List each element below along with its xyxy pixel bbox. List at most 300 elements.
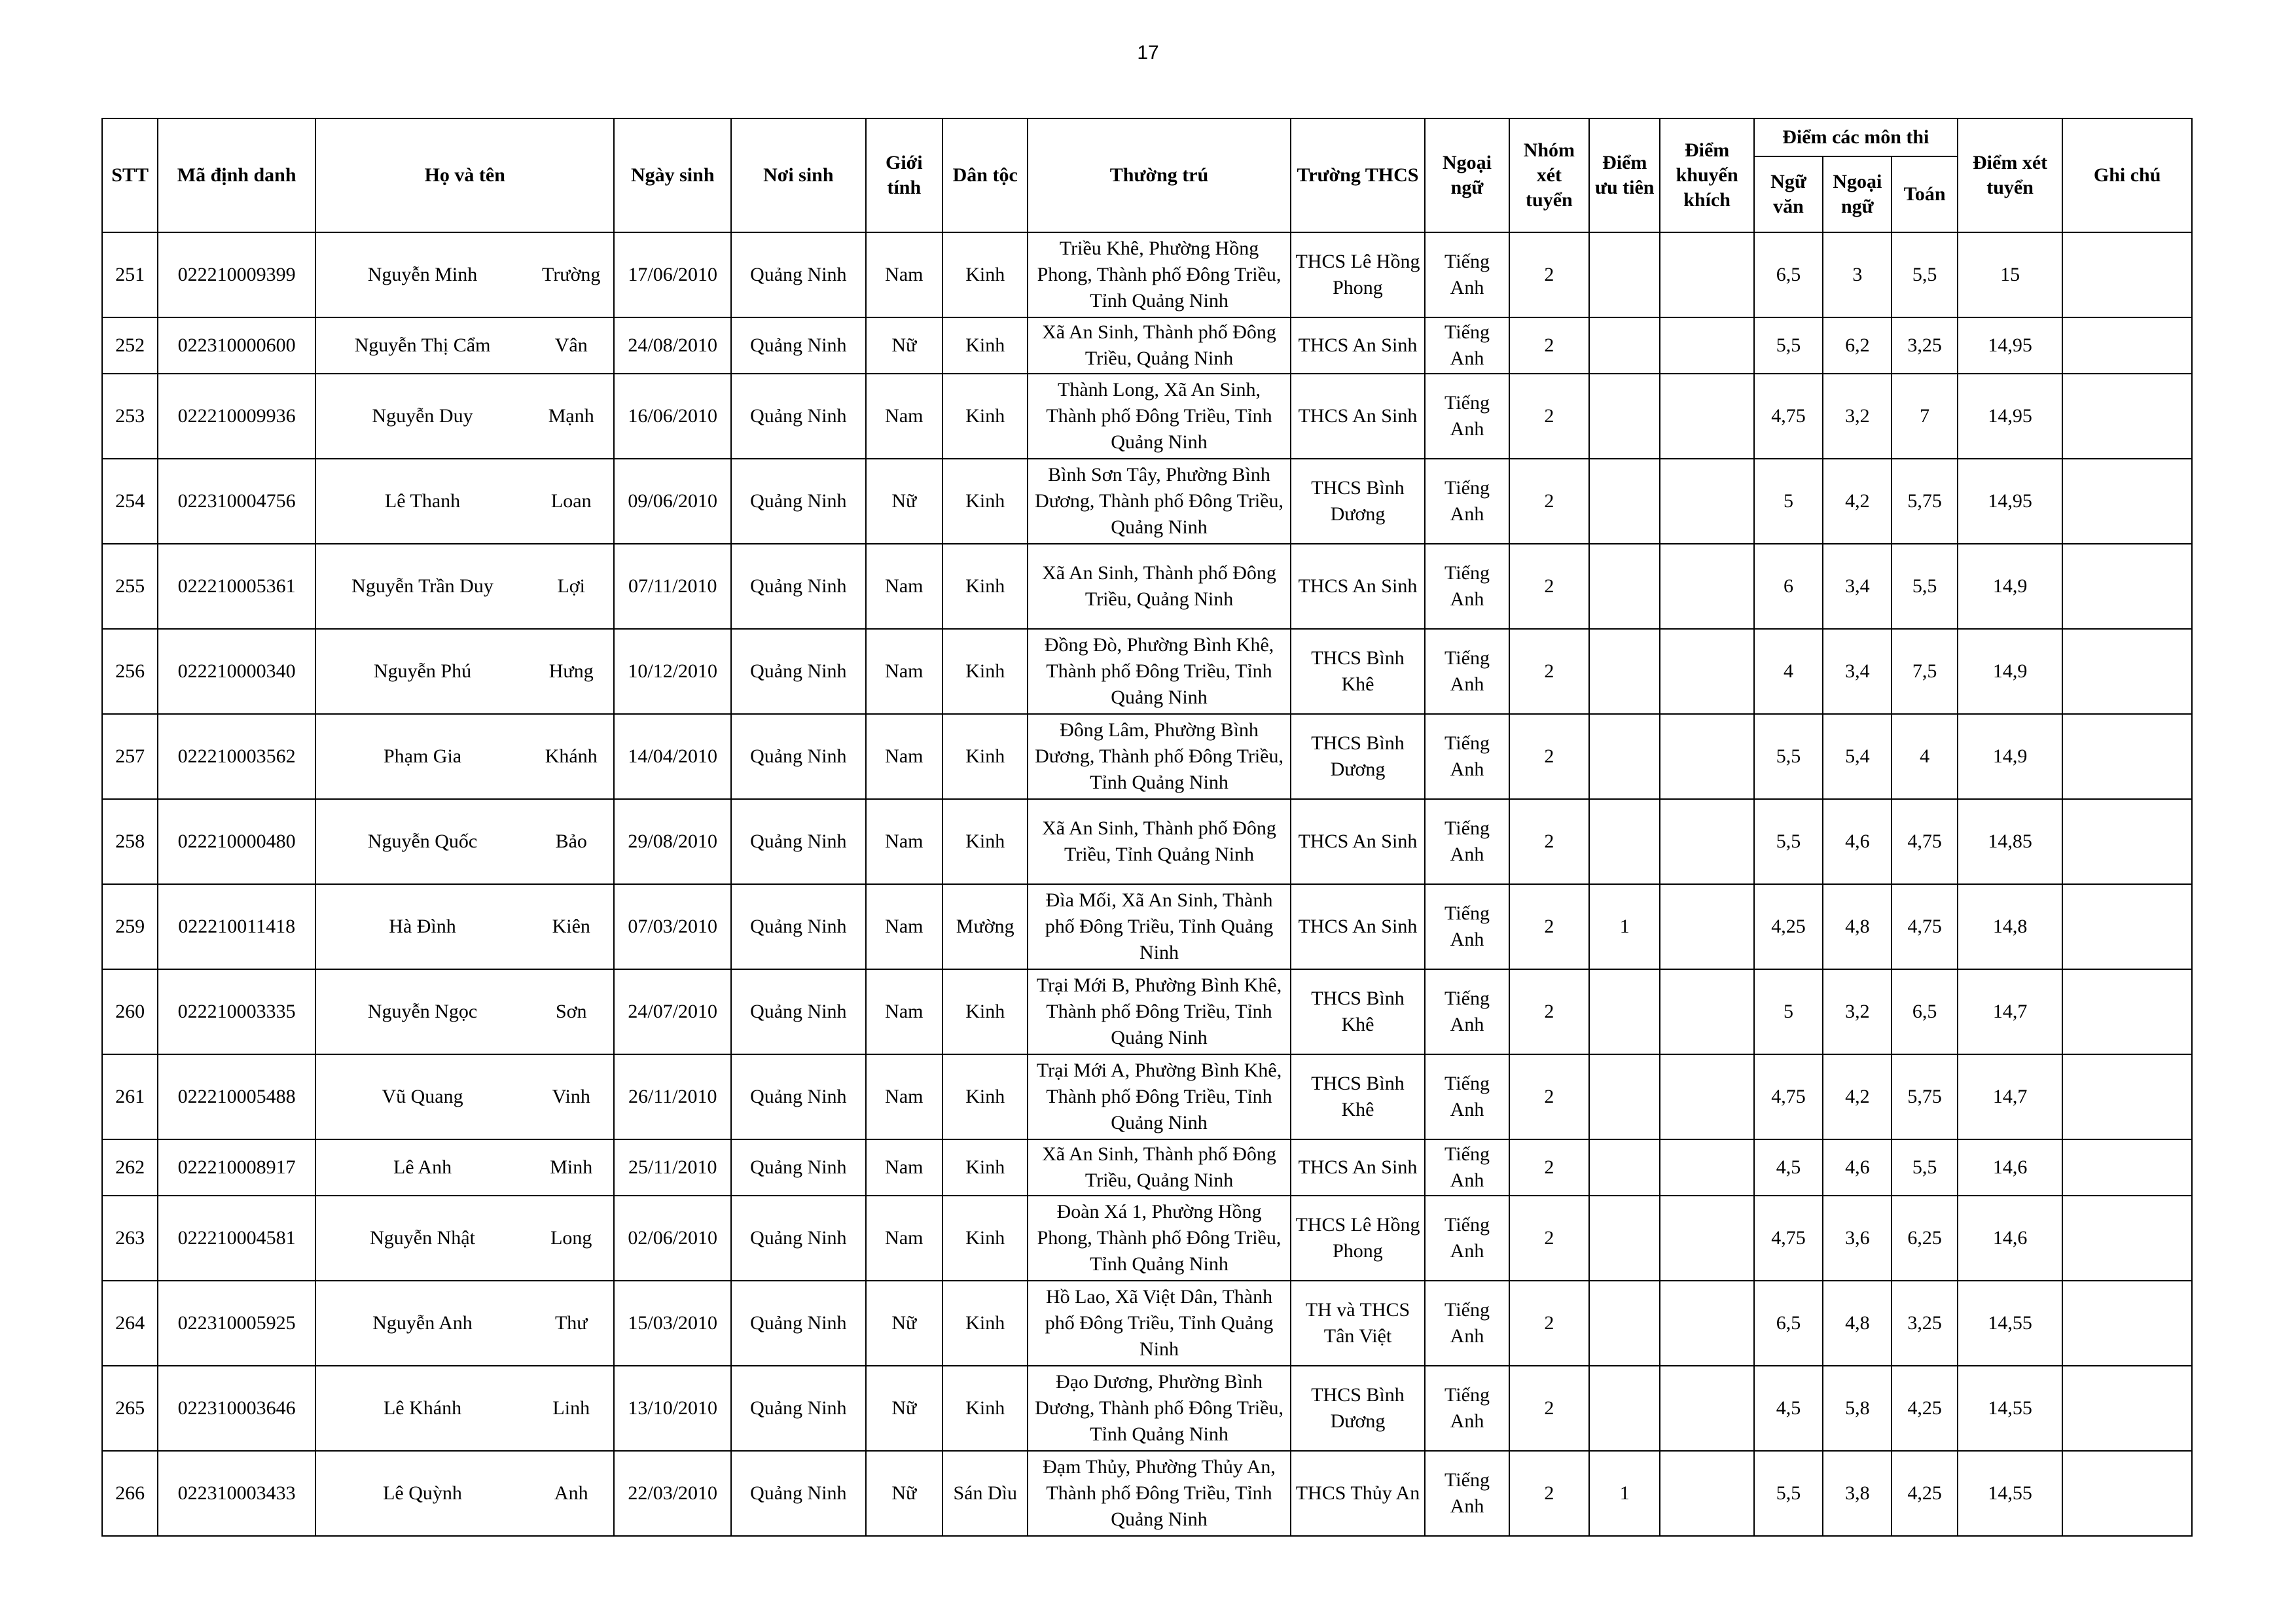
header-nhom-xet-tuyen: Nhóm xét tuyển [1509, 118, 1589, 232]
cell-ngu-van: 4,5 [1754, 1366, 1823, 1451]
header-thuong-tru: Thường trú [1028, 118, 1290, 232]
cell-ngoai-ngu-diem: 4,8 [1823, 1281, 1892, 1366]
cell-ten: Long [529, 1196, 614, 1281]
cell-gioi-tinh: Nam [866, 232, 942, 317]
cell-thuong-tru: Bình Sơn Tây, Phường Bình Dương, Thành phố Đông Triều, Quảng Ninh [1028, 459, 1290, 544]
cell-nhom-xet-tuyen: 2 [1509, 1196, 1589, 1281]
cell-diem-uu-tien: 1 [1589, 884, 1660, 969]
cell-dan-toc: Sán Dìu [942, 1451, 1028, 1536]
cell-ngu-van: 4,75 [1754, 374, 1823, 459]
cell-ngu-van: 4,5 [1754, 1139, 1823, 1196]
cell-dan-toc: Kinh [942, 1054, 1028, 1139]
cell-ho: Hà Đình [315, 884, 529, 969]
cell-dan-toc: Kinh [942, 1196, 1028, 1281]
cell-ngu-van: 5 [1754, 459, 1823, 544]
cell-diem-xet-tuyen: 14,7 [1958, 969, 2063, 1054]
cell-ngoai-ngu: Tiếng Anh [1425, 1451, 1509, 1536]
cell-ngu-van: 5,5 [1754, 799, 1823, 884]
cell-ngu-van: 6,5 [1754, 1281, 1823, 1366]
header-ngoai-ngu: Ngoại ngữ [1425, 118, 1509, 232]
page-number: 17 [1137, 42, 1159, 63]
cell-diem-uu-tien [1589, 1139, 1660, 1196]
cell-ghi-chu [2062, 884, 2192, 969]
cell-ngoai-ngu: Tiếng Anh [1425, 1139, 1509, 1196]
cell-ngoai-ngu: Tiếng Anh [1425, 1196, 1509, 1281]
cell-noi-sinh: Quảng Ninh [731, 374, 866, 459]
cell-diem-khuyen-khich [1660, 1054, 1753, 1139]
table-row [102, 1139, 2192, 1196]
cell-gioi-tinh: Nam [866, 1054, 942, 1139]
cell-thuong-tru: Xã An Sinh, Thành phố Đông Triều, Tỉnh Quảng Ninh [1028, 799, 1290, 884]
cell-ngoai-ngu-diem: 3,8 [1823, 1451, 1892, 1536]
cell-ma-dinh-danh: 022210003335 [158, 969, 315, 1054]
cell-toan: 4,25 [1892, 1451, 1957, 1536]
cell-ten: Linh [529, 1366, 614, 1451]
cell-diem-khuyen-khich [1660, 799, 1753, 884]
cell-noi-sinh: Quảng Ninh [731, 1366, 866, 1451]
cell-ma-dinh-danh: 022310000600 [158, 317, 315, 374]
cell-diem-xet-tuyen: 14,6 [1958, 1139, 2063, 1196]
cell-nhom-xet-tuyen: 2 [1509, 232, 1589, 317]
cell-truong-thcs: THCS An Sinh [1291, 1139, 1426, 1196]
cell-diem-xet-tuyen: 14,85 [1958, 799, 2063, 884]
cell-noi-sinh: Quảng Ninh [731, 1451, 866, 1536]
cell-thuong-tru: Trại Mới A, Phường Bình Khê, Thành phố Đông Triều, Tỉnh Quảng Ninh [1028, 1054, 1290, 1139]
results-table [101, 118, 2193, 1537]
cell-ghi-chu [2062, 1054, 2192, 1139]
table-row [102, 799, 2192, 884]
cell-thuong-tru: Đông Lâm, Phường Bình Dương, Thành phố Đông Triều, Tỉnh Quảng Ninh [1028, 714, 1290, 799]
cell-nhom-xet-tuyen: 2 [1509, 714, 1589, 799]
cell-ngay-sinh: 07/03/2010 [614, 884, 731, 969]
cell-toan: 7,5 [1892, 629, 1957, 714]
cell-ho: Lê Khánh [315, 1366, 529, 1451]
cell-ghi-chu [2062, 629, 2192, 714]
cell-ho: Nguyễn Ngọc [315, 969, 529, 1054]
cell-thuong-tru: Trại Mới B, Phường Bình Khê, Thành phố Đông Triều, Tỉnh Quảng Ninh [1028, 969, 1290, 1054]
cell-ho: Nguyễn Minh [315, 232, 529, 317]
cell-ngoai-ngu: Tiếng Anh [1425, 799, 1509, 884]
table-row [102, 1366, 2192, 1451]
cell-noi-sinh: Quảng Ninh [731, 1139, 866, 1196]
cell-diem-uu-tien [1589, 1054, 1660, 1139]
cell-ghi-chu [2062, 969, 2192, 1054]
cell-truong-thcs: THCS An Sinh [1291, 799, 1426, 884]
cell-ngoai-ngu-diem: 3,2 [1823, 374, 1892, 459]
cell-toan: 5,5 [1892, 544, 1957, 629]
cell-dan-toc: Kinh [942, 1366, 1028, 1451]
cell-diem-khuyen-khich [1660, 629, 1753, 714]
cell-diem-xet-tuyen: 14,9 [1958, 714, 2063, 799]
cell-noi-sinh: Quảng Ninh [731, 714, 866, 799]
cell-dan-toc: Kinh [942, 374, 1028, 459]
table-row [102, 969, 2192, 1054]
cell-ghi-chu [2062, 544, 2192, 629]
cell-dan-toc: Kinh [942, 459, 1028, 544]
cell-ma-dinh-danh: 022210003562 [158, 714, 315, 799]
cell-ngay-sinh: 29/08/2010 [614, 799, 731, 884]
table-row [102, 1054, 2192, 1139]
cell-dan-toc: Kinh [942, 799, 1028, 884]
cell-diem-xet-tuyen: 14,95 [1958, 459, 2063, 544]
cell-ngay-sinh: 26/11/2010 [614, 1054, 731, 1139]
cell-ngoai-ngu: Tiếng Anh [1425, 629, 1509, 714]
cell-ma-dinh-danh: 022210005361 [158, 544, 315, 629]
cell-diem-uu-tien [1589, 969, 1660, 1054]
cell-stt: 258 [102, 799, 158, 884]
cell-diem-khuyen-khich [1660, 1281, 1753, 1366]
cell-ten: Anh [529, 1451, 614, 1536]
cell-ngoai-ngu: Tiếng Anh [1425, 714, 1509, 799]
cell-thuong-tru: Hồ Lao, Xã Việt Dân, Thành phố Đông Triều, Tỉnh Quảng Ninh [1028, 1281, 1290, 1366]
cell-thuong-tru: Đạo Dương, Phường Bình Dương, Thành phố Đông Triều, Tỉnh Quảng Ninh [1028, 1366, 1290, 1451]
cell-noi-sinh: Quảng Ninh [731, 317, 866, 374]
cell-ngoai-ngu-diem: 3,2 [1823, 969, 1892, 1054]
cell-diem-khuyen-khich [1660, 374, 1753, 459]
cell-ghi-chu [2062, 714, 2192, 799]
cell-truong-thcs: THCS Bình Khê [1291, 1054, 1426, 1139]
cell-ngoai-ngu-diem: 5,8 [1823, 1366, 1892, 1451]
cell-diem-uu-tien [1589, 232, 1660, 317]
cell-ngu-van: 4,75 [1754, 1054, 1823, 1139]
cell-diem-khuyen-khich [1660, 1139, 1753, 1196]
cell-diem-xet-tuyen: 14,6 [1958, 1196, 2063, 1281]
cell-ten: Loan [529, 459, 614, 544]
cell-diem-xet-tuyen: 15 [1958, 232, 2063, 317]
cell-ma-dinh-danh: 022210004581 [158, 1196, 315, 1281]
cell-ngu-van: 5,5 [1754, 1451, 1823, 1536]
cell-stt: 251 [102, 232, 158, 317]
cell-ho: Lê Thanh [315, 459, 529, 544]
cell-toan: 6,5 [1892, 969, 1957, 1054]
cell-ten: Thư [529, 1281, 614, 1366]
cell-ngoai-ngu-diem: 4,6 [1823, 799, 1892, 884]
cell-ten: Lợi [529, 544, 614, 629]
cell-ho: Nguyễn Thị Cẩm [315, 317, 529, 374]
cell-truong-thcs: THCS An Sinh [1291, 884, 1426, 969]
cell-ghi-chu [2062, 1366, 2192, 1451]
cell-noi-sinh: Quảng Ninh [731, 232, 866, 317]
cell-ma-dinh-danh: 022210009399 [158, 232, 315, 317]
cell-ngoai-ngu: Tiếng Anh [1425, 969, 1509, 1054]
cell-dan-toc: Kinh [942, 969, 1028, 1054]
cell-ho: Nguyễn Quốc [315, 799, 529, 884]
cell-nhom-xet-tuyen: 2 [1509, 544, 1589, 629]
cell-diem-xet-tuyen: 14,7 [1958, 1054, 2063, 1139]
cell-gioi-tinh: Nữ [866, 1366, 942, 1451]
cell-ngu-van: 5,5 [1754, 317, 1823, 374]
cell-gioi-tinh: Nữ [866, 459, 942, 544]
table-row [102, 714, 2192, 799]
cell-diem-khuyen-khich [1660, 884, 1753, 969]
cell-diem-uu-tien [1589, 544, 1660, 629]
cell-ghi-chu [2062, 317, 2192, 374]
cell-nhom-xet-tuyen: 2 [1509, 459, 1589, 544]
cell-ghi-chu [2062, 232, 2192, 317]
cell-stt: 263 [102, 1196, 158, 1281]
cell-diem-uu-tien [1589, 629, 1660, 714]
cell-ngay-sinh: 16/06/2010 [614, 374, 731, 459]
cell-ngoai-ngu-diem: 4,2 [1823, 1054, 1892, 1139]
cell-diem-khuyen-khich [1660, 544, 1753, 629]
cell-dan-toc: Mường [942, 884, 1028, 969]
cell-gioi-tinh: Nữ [866, 1451, 942, 1536]
cell-ngay-sinh: 02/06/2010 [614, 1196, 731, 1281]
table-row [102, 884, 2192, 969]
cell-ngu-van: 6,5 [1754, 232, 1823, 317]
cell-ma-dinh-danh: 022210011418 [158, 884, 315, 969]
cell-ngoai-ngu-diem: 3 [1823, 232, 1892, 317]
cell-ngoai-ngu-diem: 4,6 [1823, 1139, 1892, 1196]
cell-diem-uu-tien [1589, 714, 1660, 799]
header-ghi-chu: Ghi chú [2062, 118, 2192, 232]
cell-ngu-van: 4,25 [1754, 884, 1823, 969]
cell-nhom-xet-tuyen: 2 [1509, 1139, 1589, 1196]
cell-diem-xet-tuyen: 14,8 [1958, 884, 2063, 969]
cell-ho: Phạm Gia [315, 714, 529, 799]
cell-truong-thcs: THCS Lê Hồng Phong [1291, 1196, 1426, 1281]
cell-ngoai-ngu: Tiếng Anh [1425, 232, 1509, 317]
cell-toan: 7 [1892, 374, 1957, 459]
cell-gioi-tinh: Nam [866, 799, 942, 884]
header-diem-cac-mon-thi: Điểm các môn thi [1754, 118, 1958, 156]
cell-ho: Nguyễn Trần Duy [315, 544, 529, 629]
cell-stt: 256 [102, 629, 158, 714]
cell-ho: Nguyễn Phú [315, 629, 529, 714]
cell-truong-thcs: THCS Bình Khê [1291, 969, 1426, 1054]
cell-ngoai-ngu-diem: 4,8 [1823, 884, 1892, 969]
cell-ngoai-ngu-diem: 5,4 [1823, 714, 1892, 799]
cell-stt: 255 [102, 544, 158, 629]
cell-truong-thcs: THCS An Sinh [1291, 374, 1426, 459]
cell-nhom-xet-tuyen: 2 [1509, 1281, 1589, 1366]
header-ngu-van: Ngữ văn [1754, 156, 1823, 232]
cell-ngoai-ngu: Tiếng Anh [1425, 317, 1509, 374]
cell-diem-uu-tien [1589, 459, 1660, 544]
cell-truong-thcs: THCS Bình Khê [1291, 629, 1426, 714]
cell-noi-sinh: Quảng Ninh [731, 884, 866, 969]
cell-dan-toc: Kinh [942, 629, 1028, 714]
cell-dan-toc: Kinh [942, 714, 1028, 799]
cell-toan: 4,25 [1892, 1366, 1957, 1451]
cell-ngay-sinh: 22/03/2010 [614, 1451, 731, 1536]
cell-ghi-chu [2062, 1196, 2192, 1281]
cell-ma-dinh-danh: 022310004756 [158, 459, 315, 544]
cell-ten: Trường [529, 232, 614, 317]
cell-ngay-sinh: 07/11/2010 [614, 544, 731, 629]
cell-stt: 257 [102, 714, 158, 799]
table-body [102, 232, 2192, 1536]
cell-toan: 6,25 [1892, 1196, 1957, 1281]
cell-stt: 259 [102, 884, 158, 969]
cell-diem-xet-tuyen: 14,95 [1958, 374, 2063, 459]
table-row [102, 544, 2192, 629]
cell-ma-dinh-danh: 022310005925 [158, 1281, 315, 1366]
cell-ngu-van: 4 [1754, 629, 1823, 714]
cell-ho: Vũ Quang [315, 1054, 529, 1139]
cell-gioi-tinh: Nam [866, 1139, 942, 1196]
cell-diem-xet-tuyen: 14,55 [1958, 1281, 2063, 1366]
cell-toan: 4,75 [1892, 884, 1957, 969]
table-row [102, 459, 2192, 544]
cell-nhom-xet-tuyen: 2 [1509, 374, 1589, 459]
cell-nhom-xet-tuyen: 2 [1509, 1054, 1589, 1139]
table-row [102, 374, 2192, 459]
cell-diem-uu-tien [1589, 374, 1660, 459]
cell-ho: Nguyễn Nhật [315, 1196, 529, 1281]
cell-diem-uu-tien [1589, 317, 1660, 374]
cell-dan-toc: Kinh [942, 317, 1028, 374]
cell-noi-sinh: Quảng Ninh [731, 799, 866, 884]
cell-truong-thcs: TH và THCS Tân Việt [1291, 1281, 1426, 1366]
cell-ten: Minh [529, 1139, 614, 1196]
cell-ghi-chu [2062, 1281, 2192, 1366]
cell-diem-khuyen-khich [1660, 1196, 1753, 1281]
cell-noi-sinh: Quảng Ninh [731, 629, 866, 714]
cell-nhom-xet-tuyen: 2 [1509, 799, 1589, 884]
cell-ngoai-ngu: Tiếng Anh [1425, 884, 1509, 969]
cell-diem-khuyen-khich [1660, 459, 1753, 544]
cell-ten: Vinh [529, 1054, 614, 1139]
cell-truong-thcs: THCS Thủy An [1291, 1451, 1426, 1536]
cell-diem-khuyen-khich [1660, 232, 1753, 317]
cell-truong-thcs: THCS Bình Dương [1291, 1366, 1426, 1451]
cell-ten: Bảo [529, 799, 614, 884]
cell-ngay-sinh: 24/07/2010 [614, 969, 731, 1054]
cell-ngay-sinh: 13/10/2010 [614, 1366, 731, 1451]
cell-ma-dinh-danh: 022210000480 [158, 799, 315, 884]
header-stt: STT [102, 118, 158, 232]
cell-truong-thcs: THCS Bình Dương [1291, 714, 1426, 799]
header-dan-toc: Dân tộc [942, 118, 1028, 232]
cell-nhom-xet-tuyen: 2 [1509, 1366, 1589, 1451]
header-ho-va-ten: Họ và tên [315, 118, 614, 232]
cell-ten: Kiên [529, 884, 614, 969]
cell-ma-dinh-danh: 022210009936 [158, 374, 315, 459]
cell-ngu-van: 6 [1754, 544, 1823, 629]
cell-toan: 5,5 [1892, 1139, 1957, 1196]
cell-stt: 252 [102, 317, 158, 374]
cell-thuong-tru: Đìa Mối, Xã An Sinh, Thành phố Đông Triều, Tỉnh Quảng Ninh [1028, 884, 1290, 969]
cell-gioi-tinh: Nam [866, 544, 942, 629]
cell-diem-xet-tuyen: 14,55 [1958, 1451, 2063, 1536]
cell-stt: 261 [102, 1054, 158, 1139]
cell-ngay-sinh: 25/11/2010 [614, 1139, 731, 1196]
cell-truong-thcs: THCS Bình Dương [1291, 459, 1426, 544]
cell-ho: Lê Anh [315, 1139, 529, 1196]
cell-gioi-tinh: Nam [866, 969, 942, 1054]
cell-thuong-tru: Đạm Thủy, Phường Thủy An, Thành phố Đông Triều, Tỉnh Quảng Ninh [1028, 1451, 1290, 1536]
cell-ngay-sinh: 10/12/2010 [614, 629, 731, 714]
cell-ngoai-ngu: Tiếng Anh [1425, 1366, 1509, 1451]
header-truong-thcs: Trường THCS [1291, 118, 1426, 232]
cell-thuong-tru: Thành Long, Xã An Sinh, Thành phố Đông Triều, Tỉnh Quảng Ninh [1028, 374, 1290, 459]
cell-ngoai-ngu-diem: 3,4 [1823, 544, 1892, 629]
cell-ten: Hưng [529, 629, 614, 714]
cell-dan-toc: Kinh [942, 1281, 1028, 1366]
header-diem-uu-tien: Điểm ưu tiên [1589, 118, 1660, 232]
cell-truong-thcs: THCS An Sinh [1291, 317, 1426, 374]
cell-ngoai-ngu: Tiếng Anh [1425, 1054, 1509, 1139]
cell-thuong-tru: Đoàn Xá 1, Phường Hồng Phong, Thành phố Đông Triều, Tỉnh Quảng Ninh [1028, 1196, 1290, 1281]
cell-ghi-chu [2062, 1451, 2192, 1536]
header-diem-xet-tuyen: Điểm xét tuyển [1958, 118, 2063, 232]
cell-noi-sinh: Quảng Ninh [731, 1054, 866, 1139]
cell-thuong-tru: Xã An Sinh, Thành phố Đông Triều, Quảng Ninh [1028, 317, 1290, 374]
cell-ngoai-ngu: Tiếng Anh [1425, 1281, 1509, 1366]
cell-gioi-tinh: Nam [866, 714, 942, 799]
cell-diem-xet-tuyen: 14,95 [1958, 317, 2063, 374]
cell-dan-toc: Kinh [942, 1139, 1028, 1196]
header-ma-dinh-danh: Mã định danh [158, 118, 315, 232]
cell-stt: 266 [102, 1451, 158, 1536]
cell-diem-khuyen-khich [1660, 969, 1753, 1054]
cell-ghi-chu [2062, 374, 2192, 459]
table-row [102, 1451, 2192, 1536]
cell-nhom-xet-tuyen: 2 [1509, 317, 1589, 374]
cell-ma-dinh-danh: 022210000340 [158, 629, 315, 714]
cell-dan-toc: Kinh [942, 232, 1028, 317]
cell-dan-toc: Kinh [942, 544, 1028, 629]
cell-nhom-xet-tuyen: 2 [1509, 884, 1589, 969]
header-toan: Toán [1892, 156, 1957, 232]
cell-ngay-sinh: 17/06/2010 [614, 232, 731, 317]
cell-thuong-tru: Triều Khê, Phường Hồng Phong, Thành phố Đông Triều, Tỉnh Quảng Ninh [1028, 232, 1290, 317]
cell-diem-uu-tien [1589, 1366, 1660, 1451]
cell-ngoai-ngu-diem: 3,6 [1823, 1196, 1892, 1281]
cell-stt: 253 [102, 374, 158, 459]
cell-ma-dinh-danh: 022310003433 [158, 1451, 315, 1536]
table-row [102, 1196, 2192, 1281]
cell-ngu-van: 5 [1754, 969, 1823, 1054]
cell-diem-uu-tien [1589, 1281, 1660, 1366]
cell-stt: 254 [102, 459, 158, 544]
cell-diem-khuyen-khich [1660, 317, 1753, 374]
cell-ma-dinh-danh: 022210005488 [158, 1054, 315, 1139]
table-row [102, 317, 2192, 374]
cell-ngu-van: 4,75 [1754, 1196, 1823, 1281]
cell-ten: Mạnh [529, 374, 614, 459]
cell-noi-sinh: Quảng Ninh [731, 544, 866, 629]
header-row [102, 118, 2192, 156]
cell-ngoai-ngu-diem: 6,2 [1823, 317, 1892, 374]
cell-diem-xet-tuyen: 14,55 [1958, 1366, 2063, 1451]
cell-thuong-tru: Xã An Sinh, Thành phố Đông Triều, Quảng Ninh [1028, 1139, 1290, 1196]
table-row [102, 232, 2192, 317]
cell-gioi-tinh: Nữ [866, 1281, 942, 1366]
cell-ten: Sơn [529, 969, 614, 1054]
cell-diem-uu-tien [1589, 799, 1660, 884]
cell-truong-thcs: THCS An Sinh [1291, 544, 1426, 629]
cell-noi-sinh: Quảng Ninh [731, 1281, 866, 1366]
cell-ngu-van: 5,5 [1754, 714, 1823, 799]
cell-ghi-chu [2062, 799, 2192, 884]
cell-diem-uu-tien: 1 [1589, 1451, 1660, 1536]
cell-thuong-tru: Đồng Đò, Phường Bình Khê, Thành phố Đông Triều, Tỉnh Quảng Ninh [1028, 629, 1290, 714]
cell-diem-xet-tuyen: 14,9 [1958, 544, 2063, 629]
cell-ngay-sinh: 15/03/2010 [614, 1281, 731, 1366]
cell-nhom-xet-tuyen: 2 [1509, 629, 1589, 714]
header-ngay-sinh: Ngày sinh [614, 118, 731, 232]
cell-ho: Nguyễn Duy [315, 374, 529, 459]
cell-truong-thcs: THCS Lê Hồng Phong [1291, 232, 1426, 317]
cell-ngoai-ngu: Tiếng Anh [1425, 459, 1509, 544]
cell-gioi-tinh: Nam [866, 374, 942, 459]
cell-diem-khuyen-khich [1660, 1366, 1753, 1451]
cell-thuong-tru: Xã An Sinh, Thành phố Đông Triều, Quảng Ninh [1028, 544, 1290, 629]
cell-diem-khuyen-khich [1660, 1451, 1753, 1536]
cell-stt: 262 [102, 1139, 158, 1196]
